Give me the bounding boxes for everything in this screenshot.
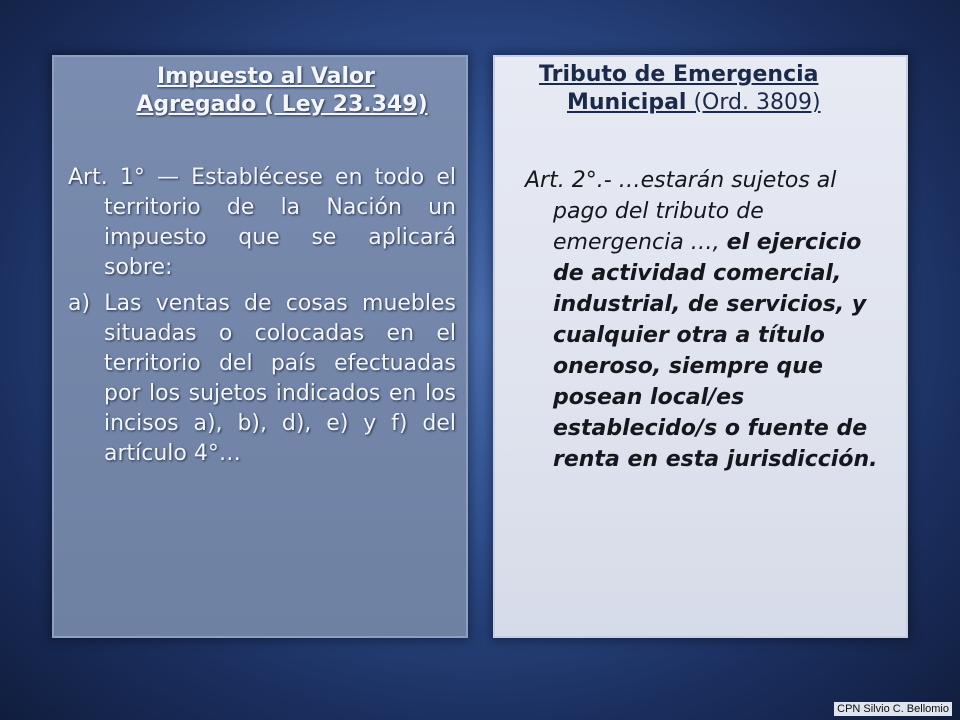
left-panel-title: Impuesto al Valor Agregado ( Ley 23.349)	[136, 64, 428, 117]
left-panel-item-a: a) Las ventas de cosas muebles situadas o colocadas en el territorio del país efectuadas por los sujetos indicados en los incisos a), b), d), e) y f) del artículo 4°…	[68, 291, 456, 466]
right-panel-article	[507, 165, 896, 475]
author-credit: CPN Silvio C. Bellomio	[834, 702, 952, 716]
right-panel-title-main: Tributo de Emergencia Municipal	[539, 62, 819, 115]
right-panel-title	[507, 61, 896, 117]
right-panel-article-emphasis: el ejercicio de actividad comercial, industrial, de servicios, y cualquier otra a título oneroso, siempre que posean local/es establecido/s o fuente de renta en esta jurisdicción.	[553, 230, 878, 472]
right-panel-title-ordinance: (Ord. 3809)	[686, 90, 821, 115]
left-panel-article: Art. 1° — Establécese en todo el territorio de la Nación un impuesto que se aplicará sobre:	[68, 165, 456, 280]
right-panel	[493, 55, 908, 638]
right-panel-article-intro: Art. 2°.- …estarán sujetos al pago del tributo de emergencia …,	[525, 168, 837, 255]
left-panel	[52, 55, 468, 638]
